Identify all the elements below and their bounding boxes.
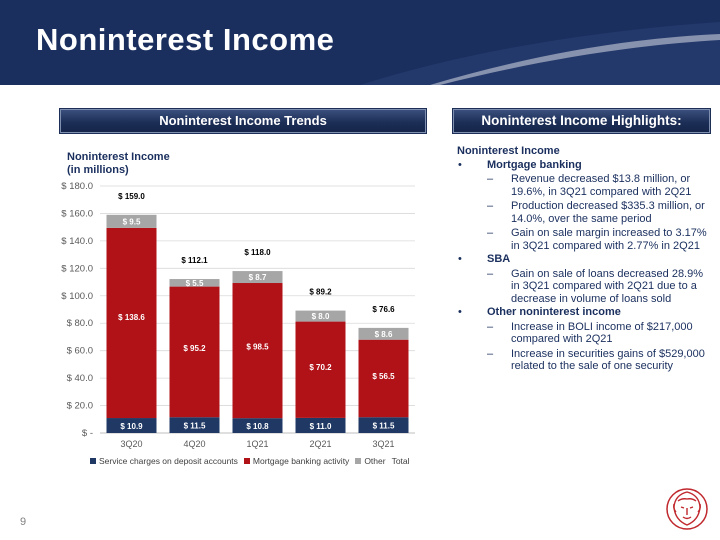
legend-swatch <box>355 458 361 464</box>
y-tick-label: $ 140.0 <box>61 235 93 247</box>
bullet-label: Other noninterest income <box>487 306 621 318</box>
total-label: $ 159.0 <box>118 191 145 201</box>
sub-bullet-dash: – <box>487 267 494 280</box>
bullet-mark: • <box>458 253 462 265</box>
y-tick-label: $ 160.0 <box>61 208 93 220</box>
sub-bullet-dash: – <box>487 227 494 239</box>
data-label: $ 8.7 <box>248 273 267 283</box>
highlights-heading: Noninterest Income <box>457 145 560 157</box>
bullet-item <box>457 306 707 319</box>
x-tick-label: 4Q20 <box>183 439 206 449</box>
sub-bullet-item <box>457 268 707 306</box>
data-label: $ 11.5 <box>183 421 206 431</box>
sub-bullet-text: Revenue decreased $13.8 million, or 19.6%, in 3Q21 compared with 2Q21 <box>511 173 692 198</box>
legend-label: Other <box>364 456 386 466</box>
y-tick-label: $ 40.0 <box>66 373 93 385</box>
sub-bullet-text: Gain on sale margin increased to 3.17% in 3Q21 compared with 2.77% in 2Q21 <box>511 227 707 252</box>
bullet-mark: • <box>458 306 462 318</box>
noninterest-income-chart <box>50 175 420 450</box>
sub-bullet-item <box>457 227 707 252</box>
sub-bullet-item <box>457 173 707 198</box>
bar-segment <box>107 228 157 418</box>
legend-label: Mortgage banking activity <box>252 456 350 466</box>
bullet-item <box>457 159 707 172</box>
highlights-list <box>457 145 707 373</box>
data-label: $ 11.0 <box>309 421 332 431</box>
y-tick-label: $ 180.0 <box>61 181 93 192</box>
total-label: $ 118.0 <box>244 248 271 258</box>
sub-bullet-dash: – <box>487 200 494 212</box>
sub-bullet-dash: – <box>487 173 494 185</box>
chart-title-line2: (in millions) <box>67 164 129 176</box>
sub-bullet-item <box>457 348 707 373</box>
y-tick-label: $ - <box>81 428 93 439</box>
data-label: $ 10.9 <box>120 422 143 432</box>
legend-item <box>244 456 349 466</box>
data-label: $ 11.5 <box>372 421 395 431</box>
legend-item <box>355 456 385 466</box>
y-tick-label: $ 100.0 <box>61 290 93 302</box>
sub-bullet-text: Production decreased $335.3 million, or 14.0%, over the same period <box>511 200 705 225</box>
data-label: $ 8.0 <box>311 312 330 322</box>
x-tick-label: 1Q21 <box>246 439 269 449</box>
chart-title <box>67 151 170 177</box>
data-label: $ 8.6 <box>374 329 393 339</box>
data-label: $ 95.2 <box>183 343 206 353</box>
x-tick-label: 2Q21 <box>309 439 332 449</box>
y-tick-label: $ 120.0 <box>61 263 93 275</box>
y-tick-label: $ 60.0 <box>66 345 93 357</box>
legend-item <box>90 456 238 466</box>
slide-header <box>0 0 720 85</box>
page-number: 9 <box>20 516 27 528</box>
legend-item <box>392 456 410 466</box>
data-label: $ 10.8 <box>246 422 269 432</box>
sub-bullet-dash: – <box>487 347 494 360</box>
x-tick-label: 3Q21 <box>372 439 395 449</box>
sub-bullet-text: Increase in BOLI income of $217,000 compared with 2Q21 <box>511 320 693 345</box>
y-tick-label: $ 20.0 <box>66 400 93 412</box>
legend-swatch <box>244 458 250 464</box>
total-label: $ 76.6 <box>372 304 395 314</box>
chart-title-line1: Noninterest Income <box>67 151 170 163</box>
data-label: $ 56.5 <box>372 372 395 382</box>
bullet-item <box>457 253 707 266</box>
y-tick-label: $ 80.0 <box>66 318 93 330</box>
x-tick-label: 3Q20 <box>120 439 143 449</box>
data-label: $ 70.2 <box>309 362 332 372</box>
data-label: $ 5.5 <box>185 278 204 288</box>
bullet-label: SBA <box>487 253 511 265</box>
bullet-mark: • <box>458 158 462 171</box>
sub-bullet-text: Increase in securities gains of $529,000 related to the sale of one security <box>511 347 705 372</box>
sub-bullet-text: Gain on sale of loans decreased 28.9% in 3Q21 compared with 2Q21 due to a decrease in volume of loans sold <box>511 267 704 305</box>
legend-swatch <box>90 458 96 464</box>
data-label: $ 138.6 <box>118 313 145 323</box>
sub-bullet-item <box>457 200 707 225</box>
bullet-label: Mortgage banking <box>487 158 582 171</box>
chart-legend <box>90 456 410 466</box>
trends-banner: Noninterest Income Trends <box>60 109 426 133</box>
lion-logo-icon <box>665 487 709 531</box>
total-label: $ 112.1 <box>181 256 208 266</box>
legend-label: Service charges on deposit accounts <box>99 456 238 466</box>
highlights-banner: Noninterest Income Highlights: <box>453 109 710 133</box>
data-label: $ 9.5 <box>122 217 141 227</box>
total-label: $ 89.2 <box>309 287 332 297</box>
sub-bullet-item <box>457 321 707 346</box>
sub-bullet-dash: – <box>487 320 494 333</box>
data-label: $ 98.5 <box>246 342 269 352</box>
page-title: Noninterest Income <box>36 22 335 57</box>
legend-label: Total <box>391 456 410 466</box>
